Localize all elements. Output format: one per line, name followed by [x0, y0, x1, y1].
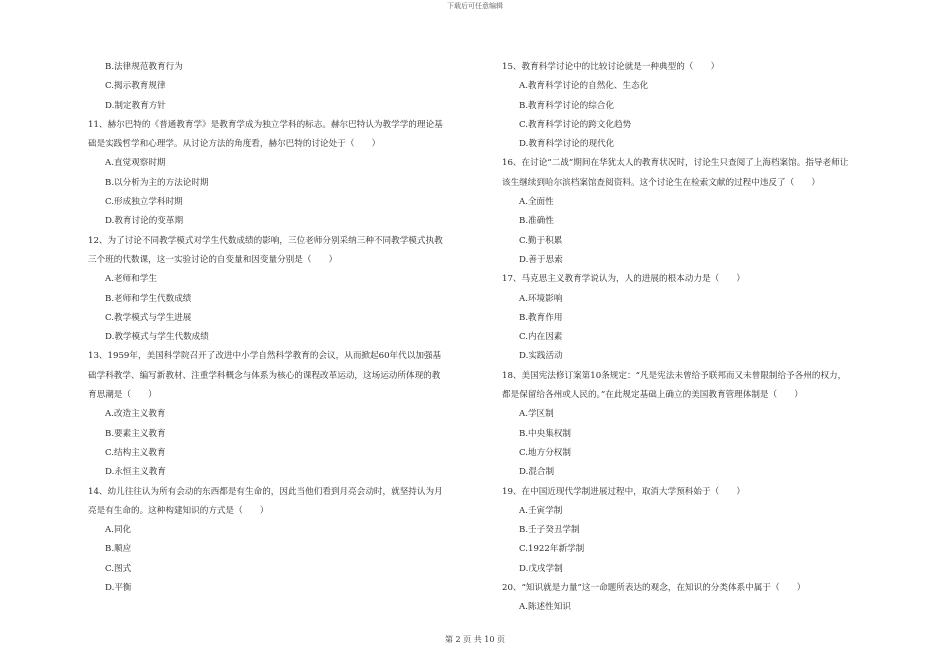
- question-text: 13、1959年，美国科学院召开了改进中小学自然科学教育的会议，从而掀起60年代以加强基: [88, 351, 442, 362]
- question-text: 亮是有生命的。这种构建知识的方式是（ ）: [88, 505, 269, 516]
- answer-option: A.壬寅学制: [519, 505, 563, 516]
- answer-option: A.改造主义教育: [105, 409, 166, 420]
- answer-option: B.中央集权制: [519, 428, 572, 439]
- answer-option: B.壬子癸丑学制: [519, 525, 580, 536]
- question-text: 19、在中国近现代学制进展过程中，取消大学预科始于（ ）: [502, 486, 745, 497]
- question-text: 都是保留给各州或人民的。”在此规定基础上确立的美国教育管理体制是（ ）: [502, 390, 803, 401]
- question-text: 14、幼儿往往认为所有会动的东西都是有生命的，因此当他们看到月亮会动时，就坚持认为月: [88, 486, 443, 497]
- answer-option: C.结构主义教育: [105, 447, 166, 458]
- answer-option: A.陈述性知识: [519, 602, 571, 613]
- answer-option: A.直觉观察时期: [105, 158, 166, 169]
- answer-option: A.同化: [105, 525, 132, 536]
- answer-option: D.混合制: [519, 467, 555, 478]
- answer-option: C.图式: [105, 563, 132, 574]
- right-column: [502, 58, 892, 618]
- answer-option: C.形成独立学科时期: [105, 197, 183, 208]
- question-text: 15、教育科学讨论中的比较讨论就是一种典型的（ ）: [502, 62, 720, 72]
- question-text: 20、“知识就是力量”这一命题所表达的观念，在知识的分类体系中属于（ ）: [502, 583, 806, 594]
- page-footer: 第 2 页 共 10 页: [445, 635, 505, 644]
- answer-option: D.平衡: [105, 583, 132, 594]
- question-text: 12、为了讨论不同教学模式对学生代数成绩的影响，三位老师分别采纳三种不同教学模式执教: [88, 235, 443, 246]
- answer-option: D.教育讨论的变革期: [105, 216, 184, 227]
- answer-option: B.准确性: [519, 216, 554, 227]
- answer-option: C.内在因素: [519, 332, 563, 343]
- question-text: 16、在讨论“二战”期间在华犹太人的教育状况时，讨论生只查阅了上海档案馆。指导老师让: [502, 158, 849, 169]
- answer-option: D.永恒主义教育: [105, 467, 166, 478]
- question-text: 18、美国宪法修订案第10条规定：“凡是宪法未曾给予联邦而又未曾限制给予各州的权力，: [502, 370, 847, 381]
- answer-option: B.以分析为主的方法论时期: [105, 177, 209, 188]
- answer-option: C.教学模式与学生进展: [105, 312, 192, 323]
- answer-option: B.教育作用: [519, 312, 563, 323]
- answer-option: B.法律规范教育行为: [105, 62, 183, 72]
- answer-option: B.要素主义教育: [105, 428, 166, 439]
- answer-option: D.善于思索: [519, 254, 563, 265]
- answer-option: C.教育科学讨论的跨文化趋势: [519, 119, 632, 130]
- question-text: 础是实践哲学和心理学。从讨论方法的角度看，赫尔巴特的讨论处于（ ）: [88, 139, 381, 150]
- question-text: 育思潮是（ ）: [88, 390, 157, 401]
- answer-option: D.教育科学讨论的现代化: [519, 139, 615, 150]
- question-text: 11、赫尔巴特的《普通教育学》是教育学成为独立学科的标志。赫尔巴特认为教学学的理论基: [88, 119, 443, 130]
- question-text: 17、马克思主义教育学说认为，人的进展的根本动力是（ ）: [502, 274, 745, 285]
- answer-option: A.老师和学生: [105, 274, 157, 285]
- answer-option: D.制定教育方针: [105, 100, 166, 111]
- answer-option: A.学区制: [519, 409, 554, 420]
- answer-option: A.教育科学讨论的自然化、生态化: [519, 81, 649, 92]
- answer-option: C.地方分权制: [519, 447, 571, 458]
- answer-option: D.戊戌学制: [519, 563, 563, 574]
- answer-option: A.环境影响: [519, 293, 563, 304]
- answer-option: B.顺应: [105, 544, 132, 555]
- answer-option: A.全面性: [519, 197, 554, 208]
- answer-option: C.揭示教育规律: [105, 81, 166, 92]
- question-text: 础学科教学、编写新教材、注重学科概念与体系为核心的课程改革运动，这场运动所体现的教: [88, 370, 441, 381]
- answer-option: C.勤于积累: [519, 235, 563, 246]
- question-text: 该生继续到哈尔滨档案馆查阅资料。这个讨论生在检索文献的过程中违反了（ ）: [502, 177, 820, 188]
- left-column: [88, 58, 490, 598]
- answer-option: D.实践活动: [519, 351, 563, 362]
- question-text: 三个班的代数课，这一实验讨论的自变量和因变量分别是（ ）: [88, 254, 338, 265]
- answer-option: B.教育科学讨论的综合化: [519, 100, 614, 111]
- answer-option: B.老师和学生代数成绩: [105, 293, 192, 304]
- answer-option: D.教学模式与学生代数成绩: [105, 332, 209, 343]
- answer-option: C.1922年新学制: [519, 544, 585, 555]
- page-header: 下载后可任意编辑: [447, 2, 503, 10]
